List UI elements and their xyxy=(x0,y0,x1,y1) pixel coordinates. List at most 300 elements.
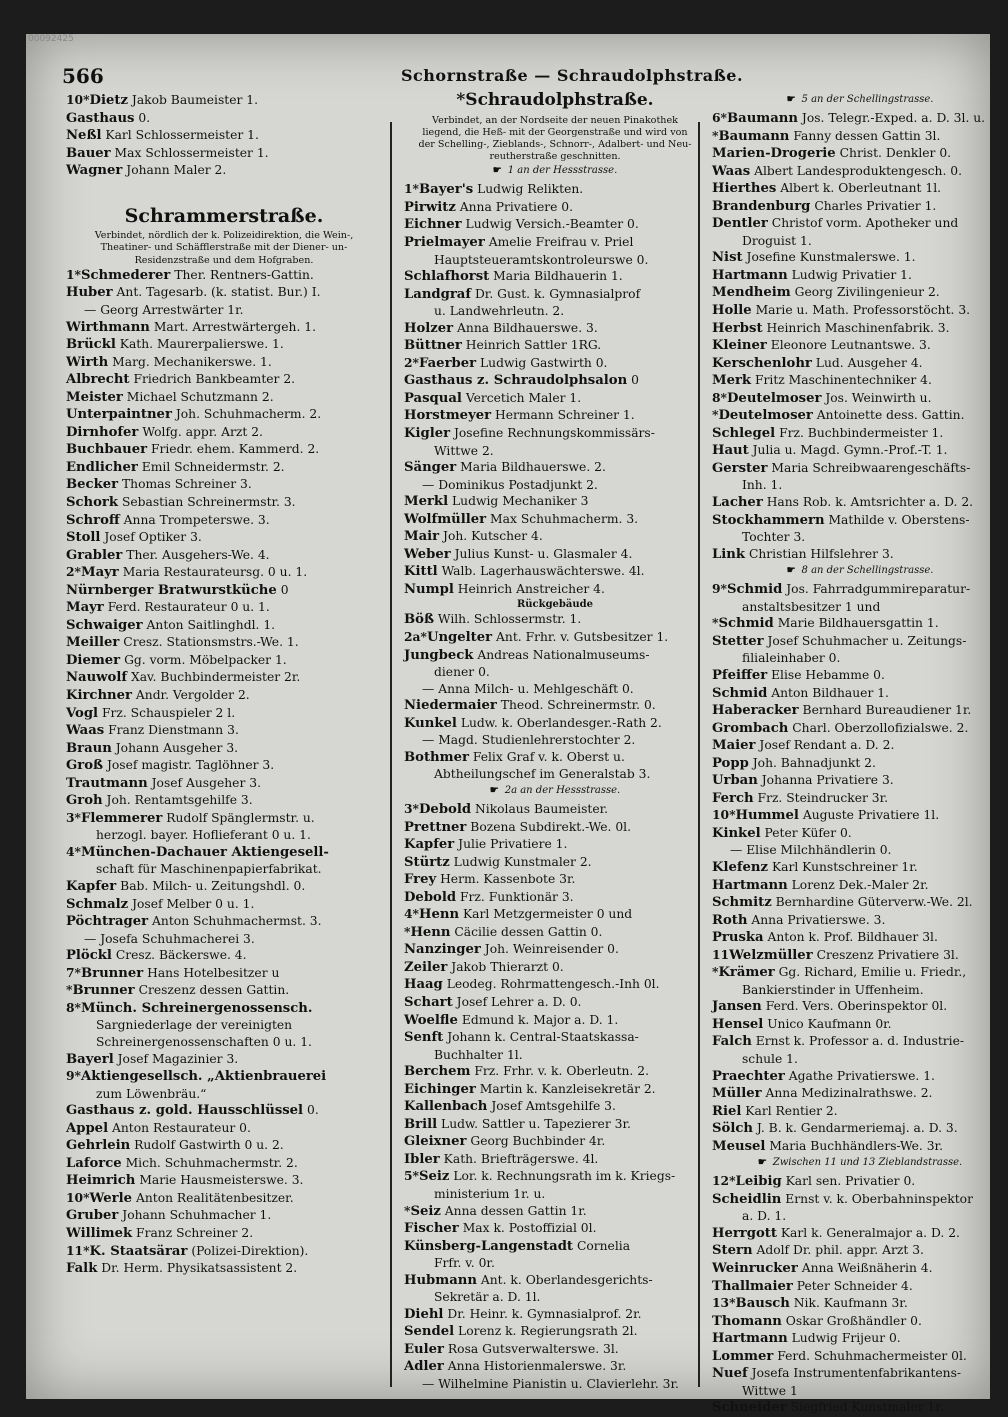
resident-detail: Dr. Herm. Physikatsassistent 2. xyxy=(101,1261,298,1276)
resident-detail: Mart. Arrestwärtergeh. 1. xyxy=(153,319,316,334)
resident-entry xyxy=(404,1306,706,1324)
resident-name: Holle xyxy=(712,303,752,319)
resident-entry xyxy=(66,319,382,337)
resident-entry xyxy=(404,1029,706,1047)
resident-entry xyxy=(66,844,382,862)
house-number: 10* xyxy=(66,92,90,107)
entry-dash-line: — Dominikus Postadjunkt 2. xyxy=(422,477,598,492)
resident-entry xyxy=(66,92,382,110)
resident-name: Bayerl xyxy=(66,1051,114,1067)
resident-detail: Josef Amtsgehilfe 3. xyxy=(491,1099,616,1114)
street-description: Residenzstraße und dem Hofgraben. xyxy=(134,254,314,266)
resident-name: Wagner xyxy=(66,163,123,179)
resident-entry xyxy=(712,1260,1008,1278)
resident-entry xyxy=(404,1168,706,1186)
resident-detail: Ther. Rentners-Gattin. xyxy=(174,267,314,282)
resident-entry xyxy=(66,965,382,983)
resident-entry xyxy=(404,1012,706,1030)
resident-entry xyxy=(66,441,382,459)
entry-continuation: u. Landwehrleutn. 2. xyxy=(434,304,565,319)
resident-entry xyxy=(404,836,706,854)
resident-name: Falch xyxy=(712,1034,752,1050)
resident-name: Hensel xyxy=(712,1016,764,1032)
entry-dash-line: — Georg Arrestwärter 1r. xyxy=(84,302,244,317)
marker-text: 5 an der Schellingstrasse. xyxy=(801,94,934,105)
resident-entry xyxy=(712,1085,1008,1103)
resident-name: Henn xyxy=(410,924,451,940)
resident-name: Hartmann xyxy=(712,267,788,283)
house-number: 4* xyxy=(66,843,81,859)
resident-name: Scheidlin xyxy=(712,1191,782,1207)
resident-name: Weber xyxy=(404,546,451,562)
resident-entry xyxy=(712,1278,1008,1296)
resident-detail: Anton k. Prof. Bildhauer 3l. xyxy=(767,930,938,945)
resident-entry xyxy=(712,1173,1008,1191)
resident-entry xyxy=(712,546,1008,564)
resident-entry xyxy=(712,1033,1008,1051)
resident-name: Niedermaier xyxy=(404,698,497,714)
resident-detail: Josefine Kunstmalerswe. 1. xyxy=(746,250,916,265)
resident-name: Böß xyxy=(404,612,434,628)
resident-detail: Gg. vorm. Möbelpacker 1. xyxy=(124,652,287,667)
resident-name: Schork xyxy=(66,495,119,510)
resident-detail: Karl Rentier 2. xyxy=(745,1103,838,1118)
resident-name: Kleiner xyxy=(712,338,767,354)
resident-detail: Bernhard Bureaudiener 1r. xyxy=(802,703,972,718)
resident-entry xyxy=(66,406,382,424)
resident-name: Kunkel xyxy=(404,715,457,731)
resident-entry xyxy=(712,267,1008,285)
house-number: 1* xyxy=(404,181,419,197)
resident-name: Heimrich xyxy=(66,1173,136,1189)
resident-detail: Ludwig Relikten. xyxy=(477,182,584,197)
resident-name: Kinkel xyxy=(712,825,761,841)
resident-name: Herrgott xyxy=(712,1225,777,1241)
resident-detail: Lud. Ausgeher 4. xyxy=(815,355,923,370)
resident-name: Merk xyxy=(712,373,752,389)
resident-detail: Ludwig Mechaniker 3 xyxy=(452,494,589,509)
entry-continuation: filialeinhaber 0. xyxy=(742,651,841,666)
resident-entry xyxy=(712,720,1008,738)
entry-continuation: Wittwe 2. xyxy=(434,443,494,458)
house-number: 9* xyxy=(66,1068,81,1084)
resident-entry xyxy=(404,1151,706,1169)
resident-name: Eichner xyxy=(404,217,462,233)
resident-name: Berchem xyxy=(404,1064,471,1080)
resident-detail: Frz. Buchbindermeister 1. xyxy=(779,425,944,440)
resident-detail: Frz. Frhr. v. k. Oberleutn. 2. xyxy=(474,1064,649,1079)
resident-entry xyxy=(66,1190,382,1208)
resident-name: Dietz xyxy=(89,93,128,108)
resident-entry xyxy=(712,894,1008,912)
resident-detail: Charl. Oberzollofizialswe. 2. xyxy=(792,720,969,735)
resident-detail: Josefa Instrumentenfabrikantens- xyxy=(751,1366,962,1381)
house-number: 6* xyxy=(712,110,727,125)
resident-detail: Ther. Ausgehers-We. 4. xyxy=(126,547,270,562)
house-number: 3* xyxy=(404,800,419,816)
resident-detail: Amelie Freifrau v. Priel xyxy=(488,235,634,249)
resident-detail: Josefine Rechnungskommissärs- xyxy=(453,426,655,441)
resident-name: Prielmayer xyxy=(404,235,485,250)
resident-name: Gleixner xyxy=(404,1134,467,1150)
resident-detail: Charles Privatier 1. xyxy=(814,198,937,213)
resident-name: Falk xyxy=(66,1261,98,1277)
resident-entry xyxy=(66,757,382,775)
resident-entry xyxy=(66,110,382,128)
resident-entry xyxy=(404,199,706,217)
entry-continuation: Inh. 1. xyxy=(742,478,783,493)
resident-entry xyxy=(712,859,1008,877)
resident-name: Senft xyxy=(404,1030,444,1046)
resident-entry xyxy=(404,1203,706,1221)
resident-name: Kallenbach xyxy=(404,1099,488,1115)
street-heading: *Schraudolphstraße. xyxy=(456,90,654,110)
resident-entry xyxy=(712,198,1008,216)
resident-entry xyxy=(66,582,382,600)
house-number: * xyxy=(404,1202,411,1218)
resident-entry xyxy=(712,320,1008,338)
resident-name: Flemmerer xyxy=(81,810,163,826)
resident-detail: Anna Privatierswe. 3. xyxy=(751,912,886,927)
resident-name: Deutelmoser xyxy=(718,408,813,424)
resident-name: Gehrlein xyxy=(66,1138,131,1154)
resident-entry xyxy=(712,912,1008,930)
resident-entry xyxy=(66,476,382,494)
resident-entry xyxy=(712,581,1008,599)
resident-detail: Anna Trompeterswe. 3. xyxy=(123,512,270,527)
resident-name: Brückl xyxy=(66,337,116,353)
resident-detail: Karl k. Generalmajor a. D. 2. xyxy=(780,1225,960,1240)
resident-detail: Peter Küfer 0. xyxy=(764,825,852,840)
resident-detail: Adolf Dr. phil. appr. Arzt 3. xyxy=(756,1243,924,1258)
house-number: 3* xyxy=(66,809,81,825)
resident-entry xyxy=(66,1120,382,1138)
resident-detail: Peter Schneider 4. xyxy=(796,1278,913,1293)
resident-detail: Thomas Schreiner 3. xyxy=(121,477,252,492)
resident-entry xyxy=(66,1225,382,1243)
resident-detail: Johanna Privatiere 3. xyxy=(761,773,894,788)
resident-detail: Frz. Funktionär 3. xyxy=(460,889,574,904)
entry-continuation: diener 0. xyxy=(434,665,490,680)
resident-entry xyxy=(712,284,1008,302)
resident-detail: Anna dessen Gattin 1r. xyxy=(444,1203,587,1218)
resident-entry xyxy=(404,959,706,977)
pointing-hand-icon: ☛ xyxy=(492,165,502,177)
marker-text: 1 an der Hessstrasse. xyxy=(507,165,618,177)
resident-name: Meusel xyxy=(712,1138,766,1154)
resident-detail: Jos. Weinwirth u. xyxy=(825,390,932,405)
resident-name: Eichinger xyxy=(404,1081,476,1097)
resident-entry xyxy=(712,1295,1008,1313)
resident-entry xyxy=(712,425,1008,443)
resident-detail: Christian Hilfslehrer 3. xyxy=(748,546,894,561)
resident-name: Büttner xyxy=(404,338,462,354)
street-description: der Schelling-, Zieblands-, Schnorr-, Adalbert- und Neu- xyxy=(418,138,692,150)
entry-dash-line: — Magd. Studienlehrerstochter 2. xyxy=(422,733,636,748)
resident-detail: Ferd. Restaurateur 0 u. 1. xyxy=(107,600,270,615)
resident-entry xyxy=(712,128,1008,146)
resident-name: Schlegel xyxy=(712,425,776,441)
resident-entry xyxy=(404,337,706,355)
resident-entry xyxy=(712,633,1008,651)
resident-entry xyxy=(404,511,706,529)
resident-name: Schneider xyxy=(712,1400,787,1416)
resident-name: Pirwitz xyxy=(404,199,456,215)
resident-detail: Anna Bildhauerswe. 3. xyxy=(457,320,598,335)
resident-name: Thallmaier xyxy=(712,1278,793,1294)
resident-entry xyxy=(66,878,382,896)
resident-entry xyxy=(404,181,706,199)
resident-entry xyxy=(404,871,706,889)
resident-entry xyxy=(712,877,1008,895)
resident-name: Grabler xyxy=(66,547,123,563)
resident-detail: Hans Hotelbesitzer u xyxy=(147,965,280,980)
resident-name: Thomann xyxy=(712,1313,782,1329)
resident-entry xyxy=(712,1191,1008,1209)
resident-entry xyxy=(66,389,382,407)
resident-entry xyxy=(404,994,706,1012)
resident-entry xyxy=(712,702,1008,720)
resident-name: Lacher xyxy=(712,495,763,511)
street-description: Theatiner- und Schäfflerstraße mit der Diener- un- xyxy=(100,242,348,254)
street-description: Verbindet, an der Nordseite der neuen Pinakothek xyxy=(432,114,678,126)
entry-continuation: Buchhalter 1l. xyxy=(434,1047,523,1062)
resident-entry xyxy=(712,180,1008,198)
resident-detail: Friedr. ehem. Kammerd. 2. xyxy=(150,442,320,457)
resident-detail: J. B. k. Gendarmeriemaj. a. D. 3. xyxy=(756,1121,958,1136)
resident-name: Pöchtrager xyxy=(66,914,149,930)
resident-name: Sendel xyxy=(404,1324,455,1340)
resident-entry xyxy=(66,913,382,931)
resident-detail: Albert Landesproduktengesch. 0. xyxy=(754,163,963,178)
resident-entry xyxy=(66,896,382,914)
resident-name: Werle xyxy=(89,1190,133,1206)
resident-detail: Gg. Richard, Emilie u. Friedr., xyxy=(778,965,967,980)
resident-name: Huber xyxy=(66,285,113,301)
entry-continuation: Sekretär a. D. 1l. xyxy=(434,1290,541,1305)
resident-detail: Albert k. Oberleutnant 1l. xyxy=(780,181,942,196)
resident-entry xyxy=(404,924,706,942)
resident-detail: Marie Hausmeisterswe. 3. xyxy=(139,1173,304,1188)
resident-entry xyxy=(712,1225,1008,1243)
resident-detail: Christ. Denkler 0. xyxy=(839,146,952,161)
resident-entry xyxy=(404,1323,706,1341)
resident-entry xyxy=(66,1155,382,1173)
resident-entry xyxy=(66,127,382,145)
resident-detail: Maria Restaurateursg. 0 u. 1. xyxy=(122,565,308,580)
resident-detail: Nikolaus Baumeister. xyxy=(475,801,609,816)
resident-entry xyxy=(712,685,1008,703)
resident-name: Brill xyxy=(404,1116,438,1132)
resident-detail: Michael Schutzmann 2. xyxy=(126,389,274,404)
resident-entry xyxy=(404,1238,706,1256)
resident-detail: Max Schlossermeister 1. xyxy=(114,145,269,160)
resident-detail: Ant. Frhr. v. Gutsbesitzer 1. xyxy=(496,630,669,645)
resident-name: Wirthmann xyxy=(66,319,150,335)
resident-detail: Anton Schuhmachermst. 3. xyxy=(152,914,322,929)
resident-entry xyxy=(66,371,382,389)
resident-name: Roth xyxy=(712,912,748,928)
resident-detail: Ferd. Vers. Oberinspektor 0l. xyxy=(765,999,948,1014)
resident-name: Nürnberger Bratwurstküche xyxy=(66,582,277,598)
resident-entry xyxy=(404,889,706,907)
entry-continuation: anstaltsbesitzer 1 und xyxy=(742,599,881,614)
resident-entry xyxy=(712,807,1008,825)
resident-detail: Jos. Telegr.-Exped. a. D. 3l. u. xyxy=(801,111,986,125)
resident-name: Deutelmoser xyxy=(727,390,822,406)
resident-detail: Joh. Bahnadjunkt 2. xyxy=(752,755,876,770)
house-number: 9* xyxy=(712,581,727,597)
house-number: 2* xyxy=(404,354,419,370)
resident-entry xyxy=(404,546,706,564)
resident-name: Mayr xyxy=(66,600,104,616)
resident-detail: Andreas Nationalmuseums- xyxy=(477,647,650,662)
marker-text: Zwischen 11 und 13 Zieblandstrasse. xyxy=(772,1157,963,1169)
resident-name: Vogl xyxy=(66,705,99,721)
resident-entry xyxy=(712,110,1008,128)
column-right xyxy=(712,92,1008,1417)
house-number: 1* xyxy=(66,266,81,282)
resident-detail: Herm. Kassenbote 3r. xyxy=(440,872,576,887)
marker-text: 2a an der Hessstrasse. xyxy=(504,784,621,796)
resident-detail: Auguste Privatiere 1l. xyxy=(802,808,940,823)
resident-detail: Marg. Mechanikerswe. 1. xyxy=(112,354,272,369)
resident-detail: Maria Buchhändlers-We. 3r. xyxy=(769,1138,943,1153)
house-number: 12* xyxy=(712,1173,736,1189)
resident-entry xyxy=(66,336,382,354)
resident-detail: Max Schuhmacherm. 3. xyxy=(490,511,639,526)
resident-detail: Antoinette dess. Gattin. xyxy=(816,408,965,423)
resident-name: Müller xyxy=(712,1086,762,1102)
resident-detail: Joh. Rentamtsgehilfe 3. xyxy=(106,793,253,808)
resident-name: Horstmeyer xyxy=(404,408,492,424)
resident-name: Ibler xyxy=(404,1151,440,1167)
resident-detail: Franz Schreiner 2. xyxy=(136,1225,254,1240)
resident-name: Jansen xyxy=(712,999,762,1015)
resident-name: Wirth xyxy=(66,354,109,370)
entry-dash-line: — Josefa Schuhmacherei 3. xyxy=(84,931,255,946)
resident-detail: Dr. Heinr. k. Gymnasialprof. 2r. xyxy=(447,1306,642,1321)
resident-name: Popp xyxy=(712,755,749,771)
resident-detail: Anton Bildhauer 1. xyxy=(771,685,889,700)
resident-name: Nist xyxy=(712,250,743,266)
entry-continuation: Frfr. v. 0r. xyxy=(434,1256,495,1271)
resident-detail: Ernst k. Professor a. d. Industrie- xyxy=(755,1034,965,1049)
column-middle xyxy=(404,92,706,1393)
resident-entry xyxy=(404,1133,706,1151)
resident-entry xyxy=(66,512,382,530)
resident-entry xyxy=(712,337,1008,355)
resident-entry xyxy=(712,1365,1008,1383)
resident-entry xyxy=(66,687,382,705)
resident-detail: Jos. Fahrradgummireparatur- xyxy=(786,582,971,597)
resident-entry xyxy=(66,564,382,582)
resident-detail: Julie Privatiere 1. xyxy=(458,837,568,852)
resident-name: Schlafhorst xyxy=(404,269,490,285)
resident-detail: (Polizei-Direktion). xyxy=(191,1243,309,1258)
resident-detail: Creszenz Privatiere 3l. xyxy=(816,947,959,962)
resident-entry xyxy=(404,647,706,665)
house-number: 8* xyxy=(712,389,727,405)
house-marker xyxy=(712,564,1008,578)
resident-name: Bayer's xyxy=(419,182,474,198)
resident-name: Prettner xyxy=(404,819,467,835)
scan-id: 00092425 xyxy=(28,34,74,44)
resident-entry xyxy=(712,1330,1008,1348)
resident-detail: Anton Restaurateur 0. xyxy=(112,1120,251,1135)
resident-entry xyxy=(404,493,706,511)
column-rule-1 xyxy=(390,122,392,1387)
entry-continuation: zum Löwenbräu.“ xyxy=(96,1086,207,1101)
resident-entry xyxy=(404,372,706,390)
resident-entry xyxy=(712,407,1008,425)
resident-entry xyxy=(404,1098,706,1116)
resident-entry xyxy=(66,529,382,547)
house-number: * xyxy=(712,964,719,980)
resident-name: Stetter xyxy=(712,633,764,649)
resident-name: München-Dachauer Aktiengesell- xyxy=(81,844,329,860)
entry-continuation: Hauptsteueramtskontroleurswe 0. xyxy=(434,252,649,267)
house-number: 4* xyxy=(404,906,419,922)
resident-detail: Xav. Buchbindermeister 2r. xyxy=(130,670,301,685)
resident-detail: Vercetich Maler 1. xyxy=(465,390,582,405)
street-description: Verbindet, nördlich der k. Polizeidirektion, die Wein-, xyxy=(94,230,354,242)
resident-name: Buchbauer xyxy=(66,442,148,458)
resident-entry xyxy=(712,512,1008,530)
resident-name: Meister xyxy=(66,389,123,405)
resident-name: Pasqual xyxy=(404,390,462,406)
resident-detail: Hans Rob. k. Amtsrichter a. D. 2. xyxy=(766,495,974,510)
resident-detail: Agathe Privatierswe. 1. xyxy=(788,1068,935,1083)
resident-entry xyxy=(404,234,706,252)
resident-entry xyxy=(712,737,1008,755)
resident-name: Schmalz xyxy=(66,896,129,912)
resident-detail: Siegfried Kunstmaler 1r. xyxy=(790,1400,944,1415)
resident-entry xyxy=(404,941,706,959)
resident-detail: Kath. Briefträgerswe. 4l. xyxy=(443,1151,599,1166)
resident-detail: Frz. Schauspieler 2 l. xyxy=(101,705,236,720)
resident-name: Meiller xyxy=(66,635,120,651)
entry-continuation: schaft für Maschinenpapierfabrikat. xyxy=(96,862,322,877)
resident-detail: Max k. Postoffizial 0l. xyxy=(462,1221,597,1236)
resident-name: Bausch xyxy=(735,1296,790,1312)
resident-name: Trautmann xyxy=(66,775,148,791)
resident-name: Euler xyxy=(404,1341,444,1357)
resident-detail: Josef Melber 0 u. 1. xyxy=(132,896,255,911)
resident-detail: Sebastian Schreinermstr. 3. xyxy=(121,495,296,509)
resident-entry xyxy=(404,1116,706,1134)
resident-name: Brandenburg xyxy=(712,198,811,214)
resident-detail: Heinrich Maschinenfabrik. 3. xyxy=(766,320,950,335)
resident-detail: Ludwig Privatier 1. xyxy=(791,267,912,282)
house-number: * xyxy=(712,127,719,143)
street-heading: Schrammerstraße. xyxy=(124,204,324,227)
resident-detail: Anna Medizinalrathswe. 2. xyxy=(765,1086,933,1101)
resident-entry xyxy=(66,1102,382,1120)
resident-name: Nauwolf xyxy=(66,670,128,686)
house-number: 7* xyxy=(66,964,81,980)
resident-entry xyxy=(404,1081,706,1099)
resident-detail: Fritz Maschinentechniker 4. xyxy=(755,373,932,388)
resident-entry xyxy=(712,1103,1008,1121)
resident-name: Stoll xyxy=(66,530,101,546)
resident-entry xyxy=(712,372,1008,390)
directory-page xyxy=(26,34,990,1416)
resident-detail: Ludwig Kunstmaler 2. xyxy=(453,854,592,869)
resident-entry xyxy=(712,947,1008,965)
resident-detail: Marie Bildhauersgattin 1. xyxy=(777,616,939,631)
resident-entry xyxy=(66,1260,382,1278)
